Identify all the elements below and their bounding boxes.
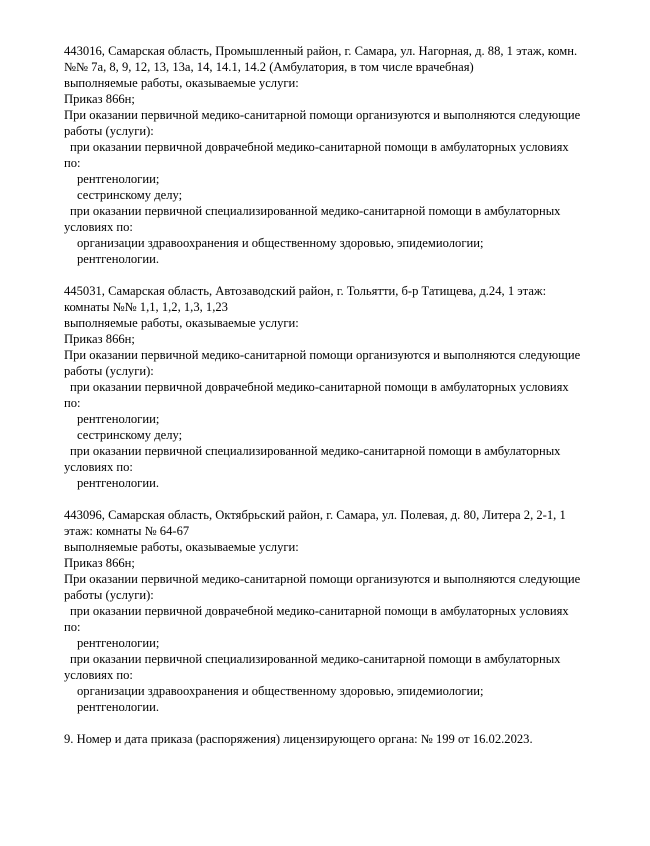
section-3-specialized-line-2: условиях по:: [64, 668, 133, 682]
section-2-specialized-item-1: рентгенологии.: [77, 476, 159, 490]
section-1-predoctor-item-2: сестринскому делу;: [77, 188, 183, 202]
section-1-specialized-item-2: рентгенологии.: [77, 252, 159, 266]
section-3-address-line-1: 443096, Самарская область, Октябрьский район, г. Самара, ул. Полевая, д. 80, Литера 2, 2-1, 1: [64, 508, 566, 522]
section-1-predoctor-item-1: рентгенологии;: [77, 172, 160, 186]
section-1-specialized-line-2: условиях по:: [64, 220, 133, 234]
section-3-predoctor-item-1: рентгенологии;: [77, 636, 160, 650]
section-3-predoctor-line-1: при оказании первичной доврачебной медико-санитарной помощи в амбулаторных условиях: [70, 604, 569, 618]
section-2-predoctor-item-2: сестринскому делу;: [77, 428, 183, 442]
section-1-intro-line-2: работы (услуги):: [64, 124, 154, 138]
section-1-works-header: выполняемые работы, оказываемые услуги:: [64, 76, 299, 90]
section-3-intro-line-1: При оказании первичной медико-санитарной помощи организуются и выполняются следующие: [64, 572, 581, 586]
section-1-address-line-1: 443016, Самарская область, Промышленный район, г. Самара, ул. Нагорная, д. 88, 1 этаж, комн.: [64, 44, 578, 58]
section-2-predoctor-line-2: по:: [64, 396, 81, 410]
section-1-predoctor-line-2: по:: [64, 156, 81, 170]
section-3-predoctor-line-2: по:: [64, 620, 81, 634]
section-2-address-line-1: 445031, Самарская область, Автозаводский район, г. Тольятти, б-р Татищева, д.24, 1 этаж:: [64, 284, 547, 298]
section-1-specialized-line-1: при оказании первичной специализированной медико-санитарной помощи в амбулаторных: [70, 204, 561, 218]
section-2-order: Приказ 866н;: [64, 332, 135, 346]
section-1-address-line-2: №№ 7а, 8, 9, 12, 13, 13а, 14, 14.1, 14.2 (Амбулатория, в том числе врачебная): [64, 60, 474, 74]
section-2-intro-line-2: работы (услуги):: [64, 364, 154, 378]
section-2-intro-line-1: При оказании первичной медико-санитарной помощи организуются и выполняются следующие: [64, 348, 581, 362]
section-3-specialized-item-1: организации здравоохранения и общественному здоровью, эпидемиологии;: [77, 684, 484, 698]
section-2-address-line-2: комнаты №№ 1,1, 1,2, 1,3, 1,23: [64, 300, 228, 314]
section-1-intro-line-1: При оказании первичной медико-санитарной помощи организуются и выполняются следующие: [64, 108, 581, 122]
license-order-number-date: 9. Номер и дата приказа (распоряжения) лицензирующего органа: № 199 от 16.02.2023.: [64, 732, 533, 746]
section-3-specialized-item-2: рентгенологии.: [77, 700, 159, 714]
section-3-intro-line-2: работы (услуги):: [64, 588, 154, 602]
section-3-specialized-line-1: при оказании первичной специализированной медико-санитарной помощи в амбулаторных: [70, 652, 561, 666]
section-2-works-header: выполняемые работы, оказываемые услуги:: [64, 316, 299, 330]
section-2-predoctor-line-1: при оказании первичной доврачебной медико-санитарной помощи в амбулаторных условиях: [70, 380, 569, 394]
section-1-order: Приказ 866н;: [64, 92, 135, 106]
section-2-specialized-line-1: при оказании первичной специализированной медико-санитарной помощи в амбулаторных: [70, 444, 561, 458]
section-3-order: Приказ 866н;: [64, 556, 135, 570]
section-1-specialized-item-1: организации здравоохранения и общественному здоровью, эпидемиологии;: [77, 236, 484, 250]
section-2-predoctor-item-1: рентгенологии;: [77, 412, 160, 426]
section-2-specialized-line-2: условиях по:: [64, 460, 133, 474]
section-3-address-line-2: этаж: комнаты № 64-67: [64, 524, 190, 538]
section-1-predoctor-line-1: при оказании первичной доврачебной медико-санитарной помощи в амбулаторных условиях: [70, 140, 569, 154]
section-3-works-header: выполняемые работы, оказываемые услуги:: [64, 540, 299, 554]
